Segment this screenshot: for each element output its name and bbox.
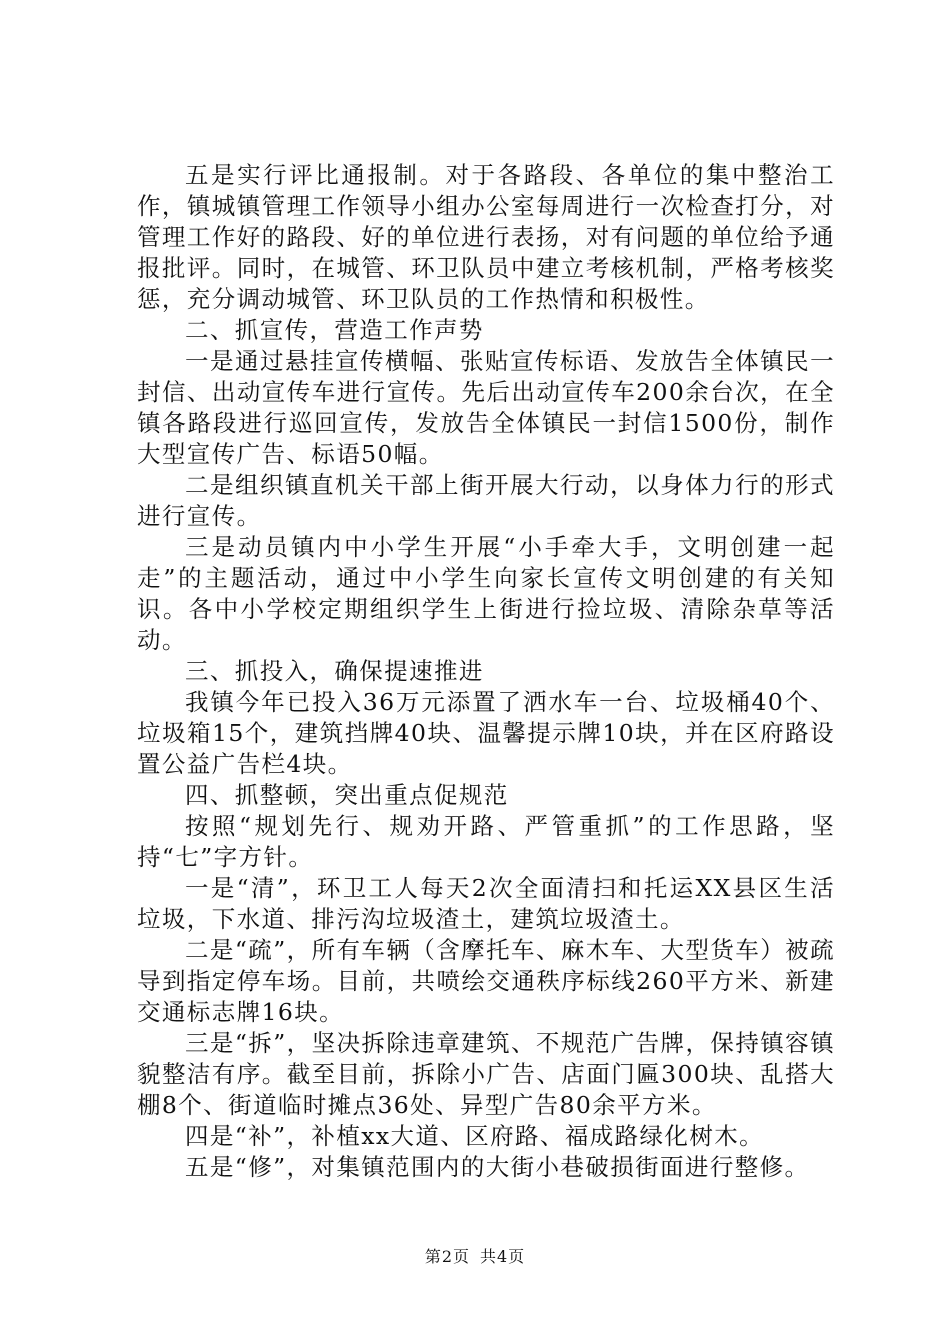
section-heading-investment: 三、抓投入，确保提速推进 [185, 657, 484, 685]
paragraph-approach: 按照“规划先行、规劝开路、严管重抓”的工作思路，坚持“七”字方针。 [137, 812, 835, 871]
paragraph-investment: 我镇今年已投入36万元添置了洒水车一台、垃圾桶40个、垃圾箱15个，建筑挡牌40块、温馨提示牌10块，并在区府路设置公益广告栏4块。 [137, 688, 835, 778]
paragraph-demolish: 三是“拆”，坚决拆除违章建筑、不规范广告牌，保持镇容镇貌整洁有序。截至目前，拆除小广告、店面门匾300块、乱搭大棚8个、街道临时摊点36处、异型广告80余平方米。 [137, 1029, 835, 1119]
paragraph-replant: 四是“补”，补植xx大道、区府路、福成路绿化树木。 [185, 1122, 765, 1150]
section-heading-rectification: 四、抓整顿，突出重点促规范 [185, 781, 509, 809]
section-heading-publicity: 二、抓宣传，营造工作声势 [185, 316, 484, 344]
page-footer [0, 1244, 950, 1267]
page-total: 共4页 [480, 1247, 526, 1266]
paragraph-students: 三是动员镇内中小学生开展“小手牵大手，文明创建一起走”的主题活动，通过中小学生向家长宣传文明创建的有关知识。各中小学校定期组织学生上街进行捡垃圾、清除杂草等活动。 [137, 533, 835, 654]
paragraph-cadres: 二是组织镇直机关干部上街开展大行动，以身体力行的形式进行宣传。 [137, 471, 835, 530]
paragraph-banners: 一是通过悬挂宣传横幅、张贴宣传标语、发放告全体镇民一封信、出动宣传车进行宣传。先后出动宣传车200余台次，在全镇各路段进行巡回宣传，发放告全体镇民一封信1500份，制作大型宣传广告、标语50幅。 [137, 347, 835, 468]
paragraph-repair: 五是“修”，对集镇范围内的大街小巷破损街面进行整修。 [185, 1153, 810, 1181]
paragraph-clean: 一是“清”，环卫工人每天2次全面清扫和托运XX县区生活垃圾，下水道、排污沟垃圾渣土，建筑垃圾渣土。 [137, 874, 835, 933]
page-number: 第2页 [424, 1247, 470, 1266]
document-body [137, 160, 835, 1183]
paragraph-dredge: 二是“疏”，所有车辆（含摩托车、麻木车、大型货车）被疏导到指定停车场。目前，共喷绘交通秩序标线260平方米、新建交通标志牌16块。 [137, 936, 835, 1026]
paragraph-appraisal-system: 五是实行评比通报制。对于各路段、各单位的集中整治工作，镇城镇管理工作领导小组办公室每周进行一次检查打分，对管理工作好的路段、好的单位进行表扬，对有问题的单位给予通报批评。同时，在城管、环卫队员中建立考核机制，严格考核奖惩，充分调动城管、环卫队员的工作热情和积极性。 [137, 161, 835, 313]
